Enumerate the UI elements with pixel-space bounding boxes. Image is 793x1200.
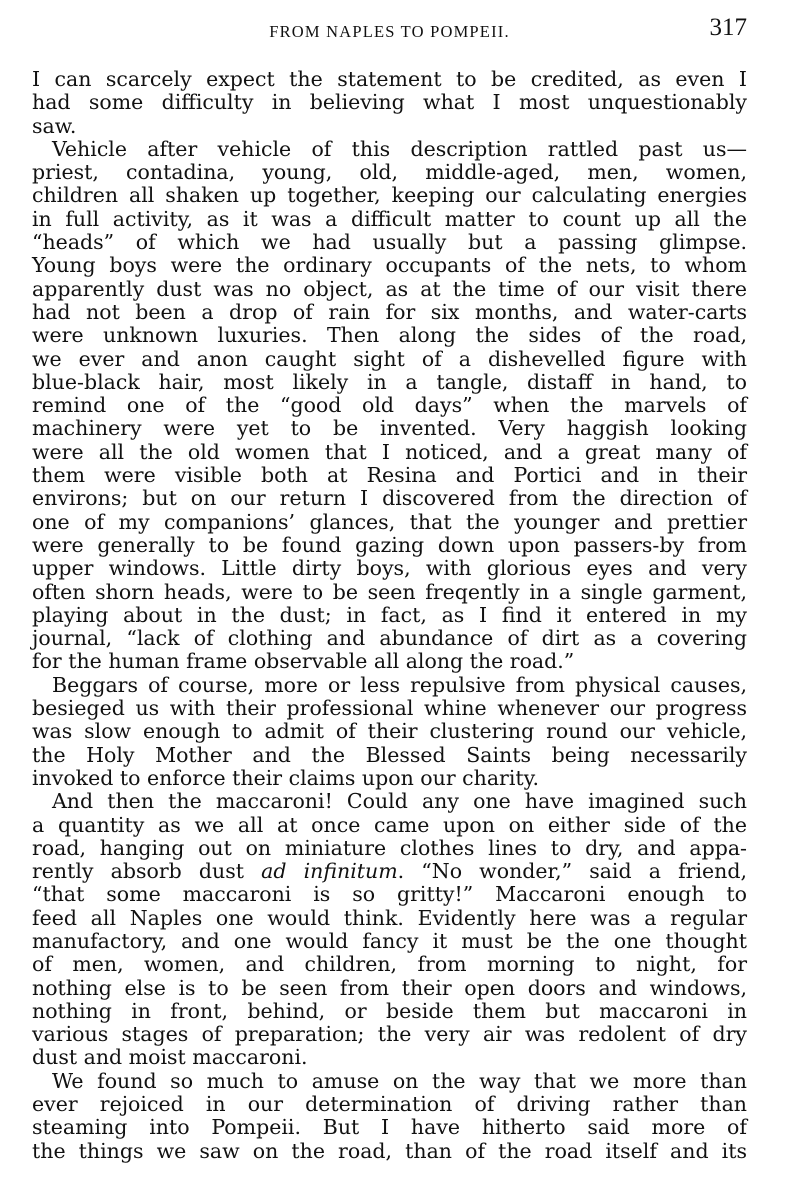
text-line: dust and moist maccaroni. bbox=[32, 1045, 308, 1070]
text-line: nothing else is to be seen from their open doors and windows, bbox=[32, 975, 747, 1000]
body-text bbox=[32, 68, 747, 1163]
text-line: And then the maccaroni! Could any one have imagined such bbox=[52, 789, 747, 814]
text-line: Vehicle after vehicle of this description rattled past us— bbox=[52, 136, 747, 161]
page-header bbox=[32, 10, 747, 50]
text-line: rently absorb dust ad infinitum. “No wonder,” said a friend, bbox=[32, 859, 748, 884]
text-line: environs; but on our return I discovered from the direction of bbox=[32, 486, 747, 511]
text-line: various stages of preparation; the very air was redolent of dry bbox=[32, 1022, 747, 1047]
text-line: apparently dust was no object, as at the time of our visit there bbox=[32, 276, 747, 301]
text-line: Young boys were the ordinary occupants of the nets, to whom bbox=[32, 253, 747, 278]
text-line: had some difficulty in believing what I most unquestionably bbox=[32, 90, 747, 115]
text-line: upper windows. Little dirty boys, with glorious eyes and very bbox=[32, 556, 747, 581]
text-line: remind one of the “good old days” when the marvels of bbox=[32, 393, 747, 418]
text-line: children all shaken up together, keeping our calculating energies bbox=[32, 183, 747, 208]
text-line: nothing in front, behind, or beside them but maccaroni in bbox=[32, 998, 747, 1023]
text-line: had not been a drop of rain for six months, and water-carts bbox=[32, 299, 747, 324]
text-line: priest, contadina, young, old, middle-aged, men, women, bbox=[32, 160, 747, 185]
text-line: of men, women, and children, from morning to night, for bbox=[32, 952, 747, 977]
text-line: feed all Naples one would think. Evidently here was a regular bbox=[32, 905, 747, 930]
text-line: manufactory, and one would fancy it must be the one thought bbox=[32, 928, 747, 953]
text-line: invoked to enforce their claims upon our charity. bbox=[32, 765, 540, 790]
text-line: We found so much to amuse on the way that we more than bbox=[52, 1068, 747, 1093]
text-line: were all the old women that I noticed, and a great many of bbox=[32, 439, 747, 464]
text-line: machinery were yet to be invented. Very haggish looking bbox=[32, 416, 747, 441]
text-line: in full activity, as it was a difficult matter to count up all the bbox=[32, 206, 747, 231]
text-line: journal, “lack of clothing and abundance of dirt as a covering bbox=[32, 626, 747, 651]
text-line: I can scarcely expect the statement to be credited, as even I bbox=[32, 67, 747, 91]
text-line: the things we saw on the road, than of the road itself and its bbox=[32, 1138, 747, 1163]
text-line: playing about in the dust; in fact, as I find it entered in my bbox=[32, 602, 747, 627]
text-line: a quantity as we all at once came upon on either side of the bbox=[32, 812, 747, 837]
text-line: the Holy Mother and the Blessed Saints being necessarily bbox=[32, 742, 747, 767]
text-line: Beggars of course, more or less repulsive from physical causes, bbox=[52, 672, 747, 697]
text-line: besieged us with their professional whine whenever our progress bbox=[32, 696, 747, 721]
running-title: FROM NAPLES TO POMPEII. bbox=[269, 22, 510, 41]
text-line: were unknown luxuries. Then along the sides of the road, bbox=[32, 323, 747, 348]
text-line: them were visible both at Resina and Portici and in their bbox=[32, 463, 747, 488]
book-page bbox=[32, 10, 747, 1163]
text-line: ever rejoiced in our determination of driving rather than bbox=[32, 1092, 747, 1117]
text-line: were generally to be found gazing down upon passers-by from bbox=[32, 532, 747, 557]
text-line: often shorn heads, were to be seen freqently in a single garment, bbox=[32, 579, 747, 604]
text-line: for the human frame observable all along the road.” bbox=[32, 649, 575, 674]
text-line: saw. bbox=[32, 113, 77, 138]
text-line: blue-black hair, most likely in a tangle, distaff in hand, to bbox=[32, 369, 747, 394]
text-line: one of my companions’ glances, that the younger and prettier bbox=[32, 509, 747, 534]
italic-phrase: ad infinitum bbox=[261, 859, 398, 884]
text-line: road, hanging out on miniature clothes lines to dry, and appa- bbox=[32, 835, 747, 860]
text-line: steaming into Pompeii. But I have hitherto said more of bbox=[32, 1115, 747, 1140]
text-line: “heads” of which we had usually but a passing glimpse. bbox=[32, 230, 747, 255]
text-line: “that some maccaroni is so gritty!” Maccaroni enough to bbox=[32, 882, 747, 907]
page-number: 317 bbox=[709, 14, 747, 41]
text-line: we ever and anon caught sight of a dishevelled figure with bbox=[32, 346, 747, 371]
text-line: was slow enough to admit of their clustering round our vehicle, bbox=[32, 719, 747, 744]
